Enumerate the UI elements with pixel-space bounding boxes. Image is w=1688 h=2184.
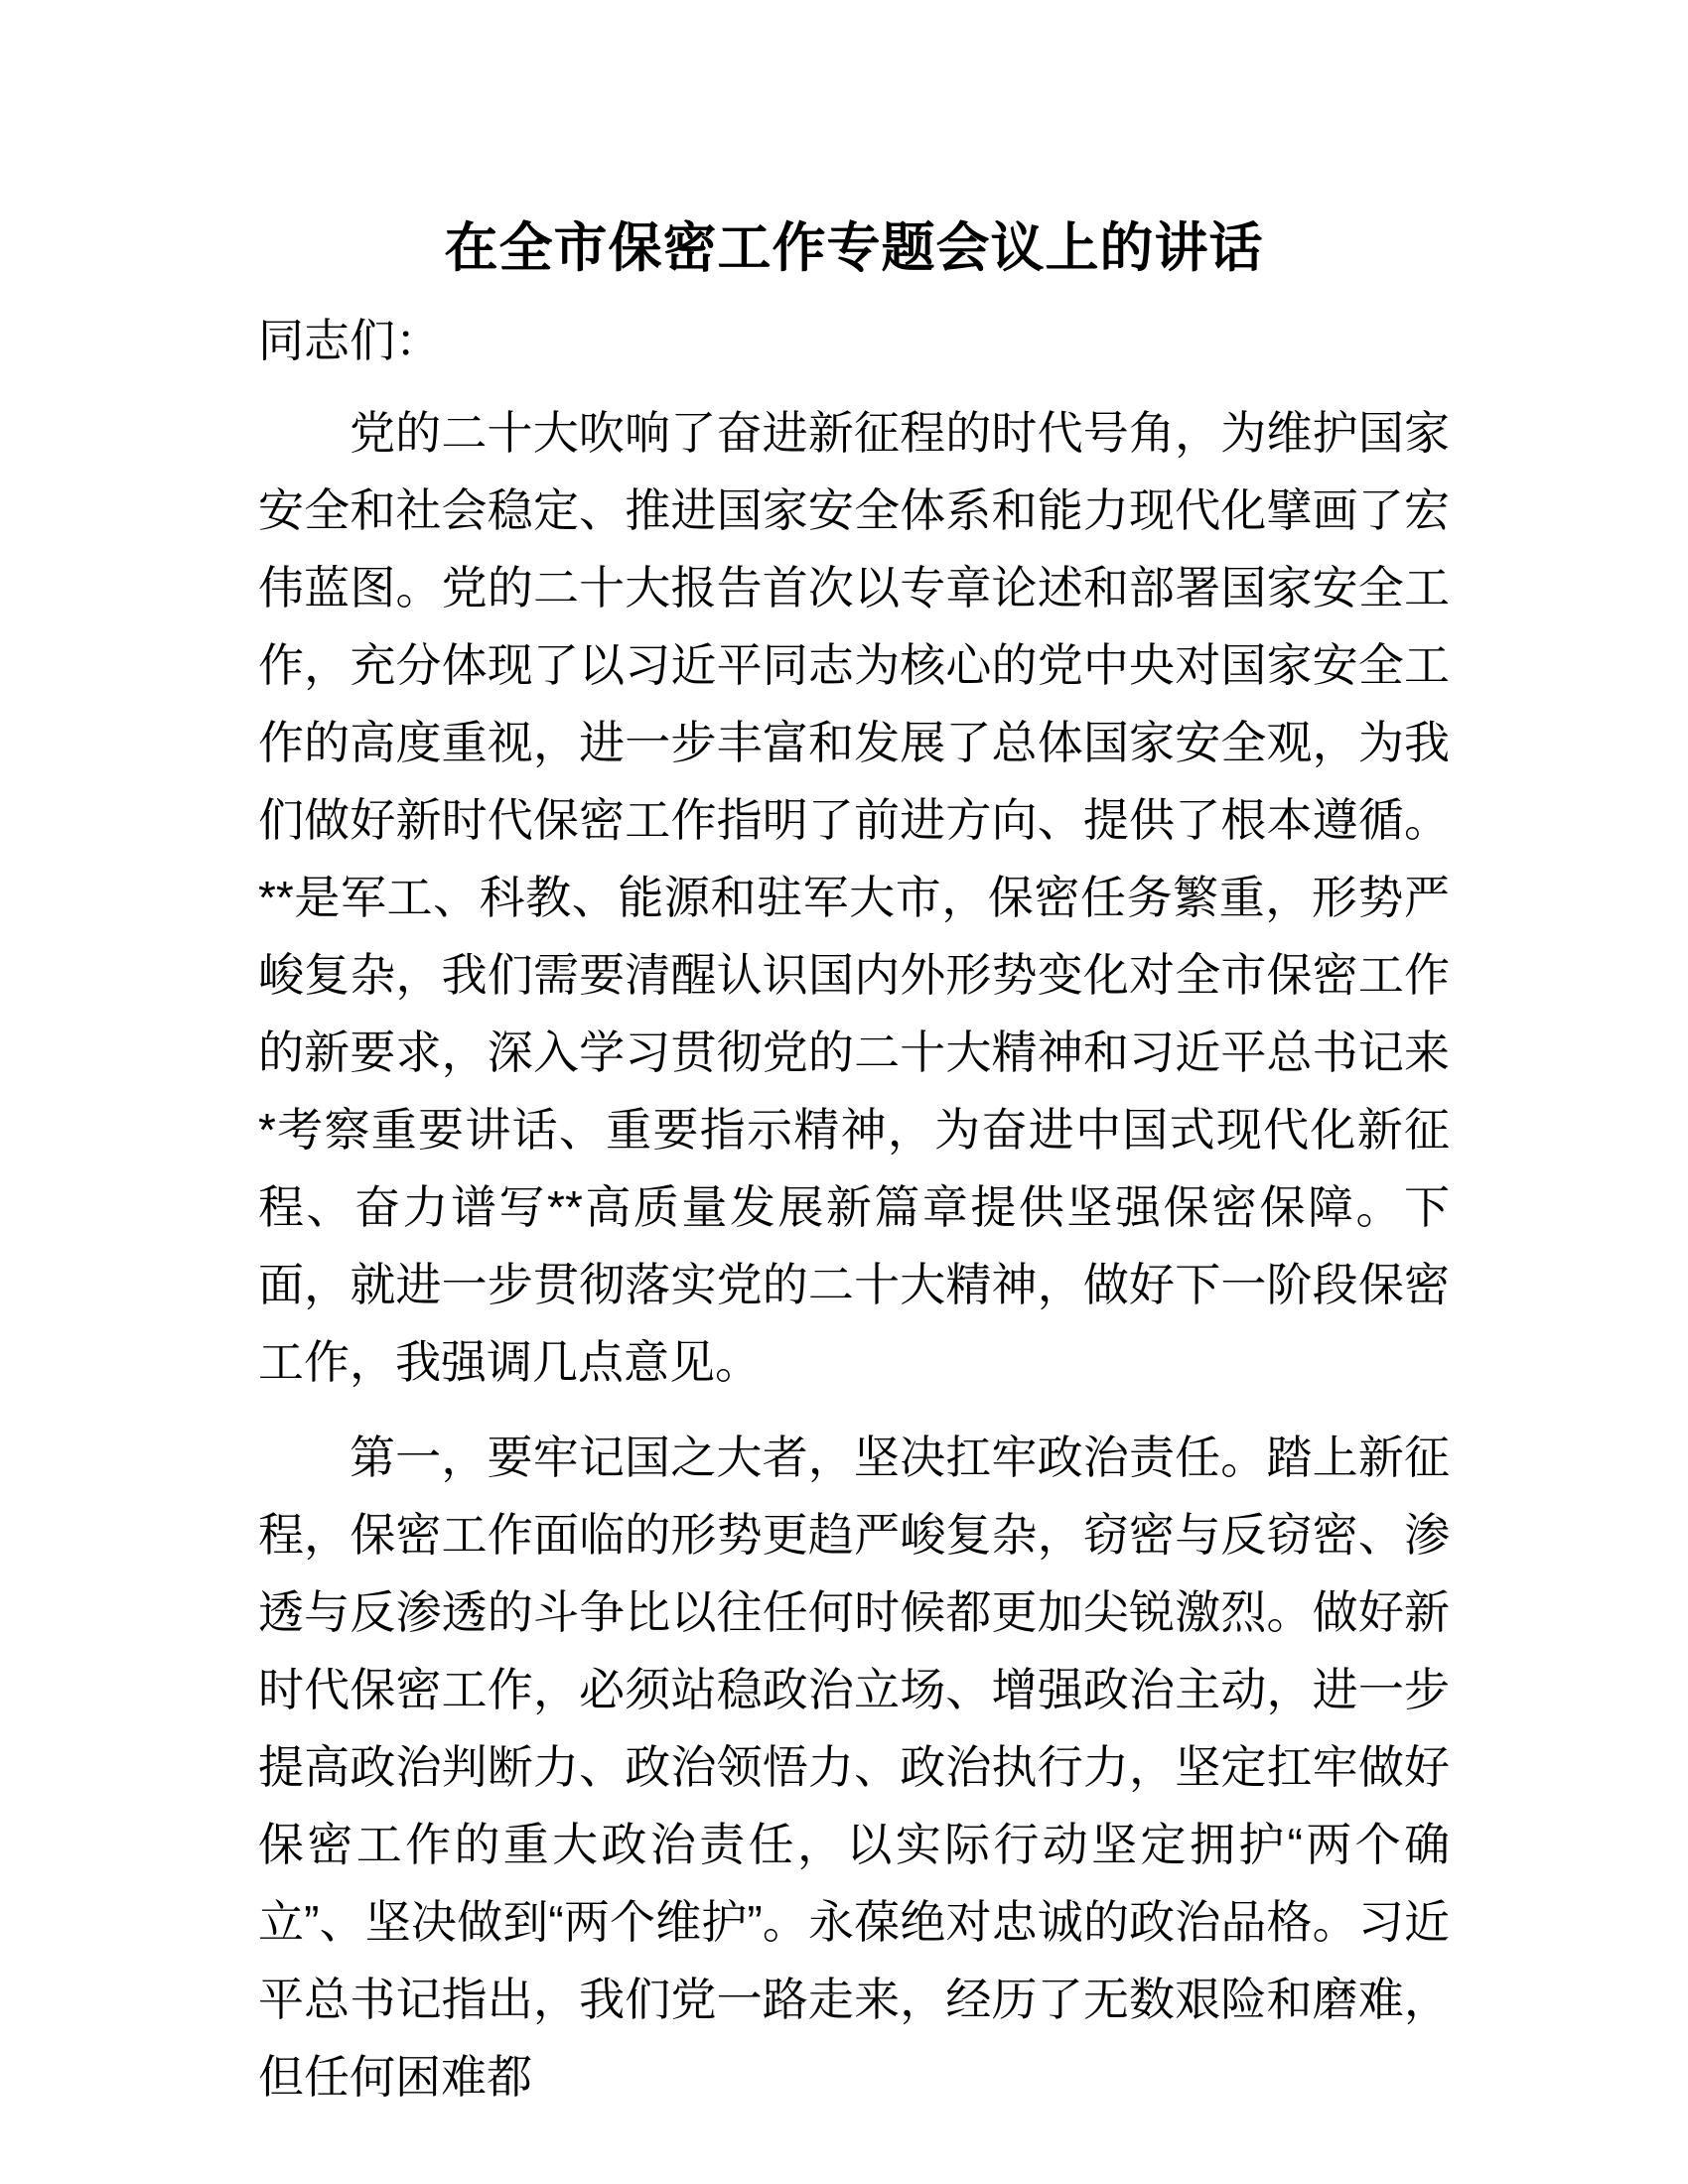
salutation-line: 同志们： <box>258 315 441 366</box>
body-paragraph-1: 党的二十大吹响了奋进新征程的时代号角，为维护国家安全和社会稳定、推进国家安全体系和能力现代化擘画了宏伟蓝图。党的二十大报告首次以专章论述和部署国家安全工作，充分体现了以习近平同志为核心的党中央对国家安全工作的高度重视，进一步丰富和发展了总体国家安全观，为我们做好新时代保密工作指明了前进方向、提供了根本遵循。**是军工、科教、能源和驻军大市，保密任务繁重，形势严峻复杂，我们需要清醒认识国内外形势变化对全市保密工作的新要求，深入学习贯彻党的二十大精神和习近平总书记来*考察重要讲话、重要指示精神，为奋进中国式现代化新征程、奋力谱写**高质量发展新篇章提供坚强保密保障。下面，就进一步贯彻落实党的二十大精神，做好下一阶段保密工作，我强调几点意见。 <box>258 407 1450 1388</box>
document-title: 在全市保密工作专题会议上的讲话 <box>444 218 1264 278</box>
body-paragraph-2: 第一，要牢记国之大者，坚决扛牢政治责任。踏上新征程，保密工作面临的形势更趋严峻复杂，窃密与反窃密、渗透与反渗透的斗争比以往任何时候都更加尖锐激烈。做好新时代保密工作，必须站稳政治立场、增强政治主动，进一步提高政治判断力、政治领悟力、政治执行力，坚定扛牢做好保密工作的重大政治责任，以实际行动坚定拥护“两个确立”、坚决做到“两个维护”。永葆绝对忠诚的政治品格。习近平总书记指出，我们党一路走来，经历了无数艰险和磨难，但任何困难都 <box>258 1432 1450 2103</box>
